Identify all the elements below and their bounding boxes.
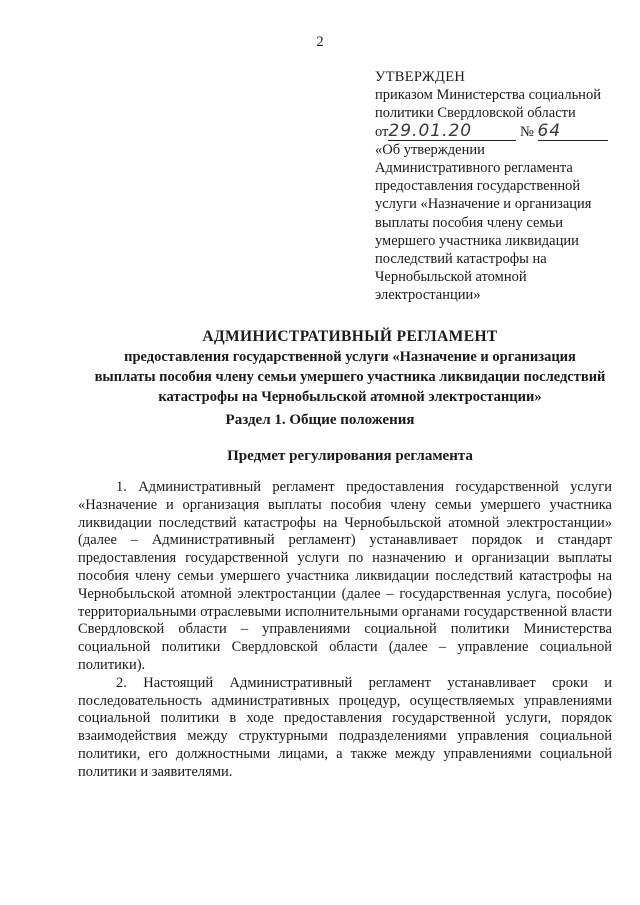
document-title: АДМИНИСТРАТИВНЫЙ РЕГЛАМЕНТ (202, 328, 498, 345)
document-header (60, 327, 640, 407)
approval-subject-line: последствий катастрофы на (375, 251, 547, 268)
approval-subject-line: услуги «Назначение и организация (375, 196, 592, 213)
approval-block (375, 68, 615, 305)
section-title: Раздел 1. Общие положения (225, 412, 415, 428)
paragraph-1: 1. Административный регламент предоставления государственной услуги «Назначение и организация выплаты пособия члену семьи умершего участника ликвидации последствий катастрофы на Чернобыльской атомной электростанции» (далее – Административный регламент) устанавливает порядок и стандарт предоставления государственной услуги по назначению и организации выплаты пособия члену семьи умершего участника ликвидации последствий катастрофы на Чернобыльской атомной электростанции (далее – государственная услуга, пособие) территориальными отраслевыми исполнительными органами государственной власти Свердловской области – управлениями социальной политики Министерства социальной политики Свердловской области (далее – управление социальной политики). (78, 479, 612, 673)
approval-subject-line: умершего участника ликвидации (375, 232, 579, 249)
approval-title: УТВЕРЖДЕН (375, 69, 466, 85)
approval-subject-line: предоставления государственной (375, 178, 581, 195)
approval-line: приказом Министерства социальной (375, 87, 601, 104)
handwritten-number: 64 (537, 120, 562, 141)
number-prefix: № (520, 123, 534, 140)
document-subtitle-line: катастрофы на Чернобыльской атомной электростанции» (158, 389, 542, 405)
approval-subject-line: Чернобыльской атомной (375, 269, 527, 286)
approval-subject-line: Административного регламента (375, 160, 573, 177)
approval-subject-line: выплаты пособия члену семьи (375, 214, 564, 231)
document-subtitle-line: выплаты пособия члену семьи умершего участника ликвидации последствий (94, 369, 606, 385)
handwritten-date: 29.01.20 (388, 120, 473, 141)
document-body (78, 479, 612, 782)
approval-subject-line: электростанции» (375, 287, 481, 304)
subsection-title: Предмет регулирования регламента (227, 448, 473, 464)
date-prefix: от (375, 123, 389, 140)
approval-subject-line: «Об утверждении (375, 141, 485, 158)
approval-date-row (375, 120, 615, 141)
approval-line: политики Свердловской области (375, 105, 576, 122)
document-subtitle-line: предоставления государственной услуги «Назначение и организация (124, 349, 576, 365)
page-number: 2 (316, 34, 324, 50)
paragraph-2: 2. Настоящий Административный регламент устанавливает сроки и последовательность административных процедур, осуществляемых управлениями социальной политики в ходе предоставления государственной услуги, порядок взаимодействия между структурными подразделениями управления социальной политики, его должностными лицами, а также между управлениями социальной политики и заявителями. (78, 674, 612, 780)
